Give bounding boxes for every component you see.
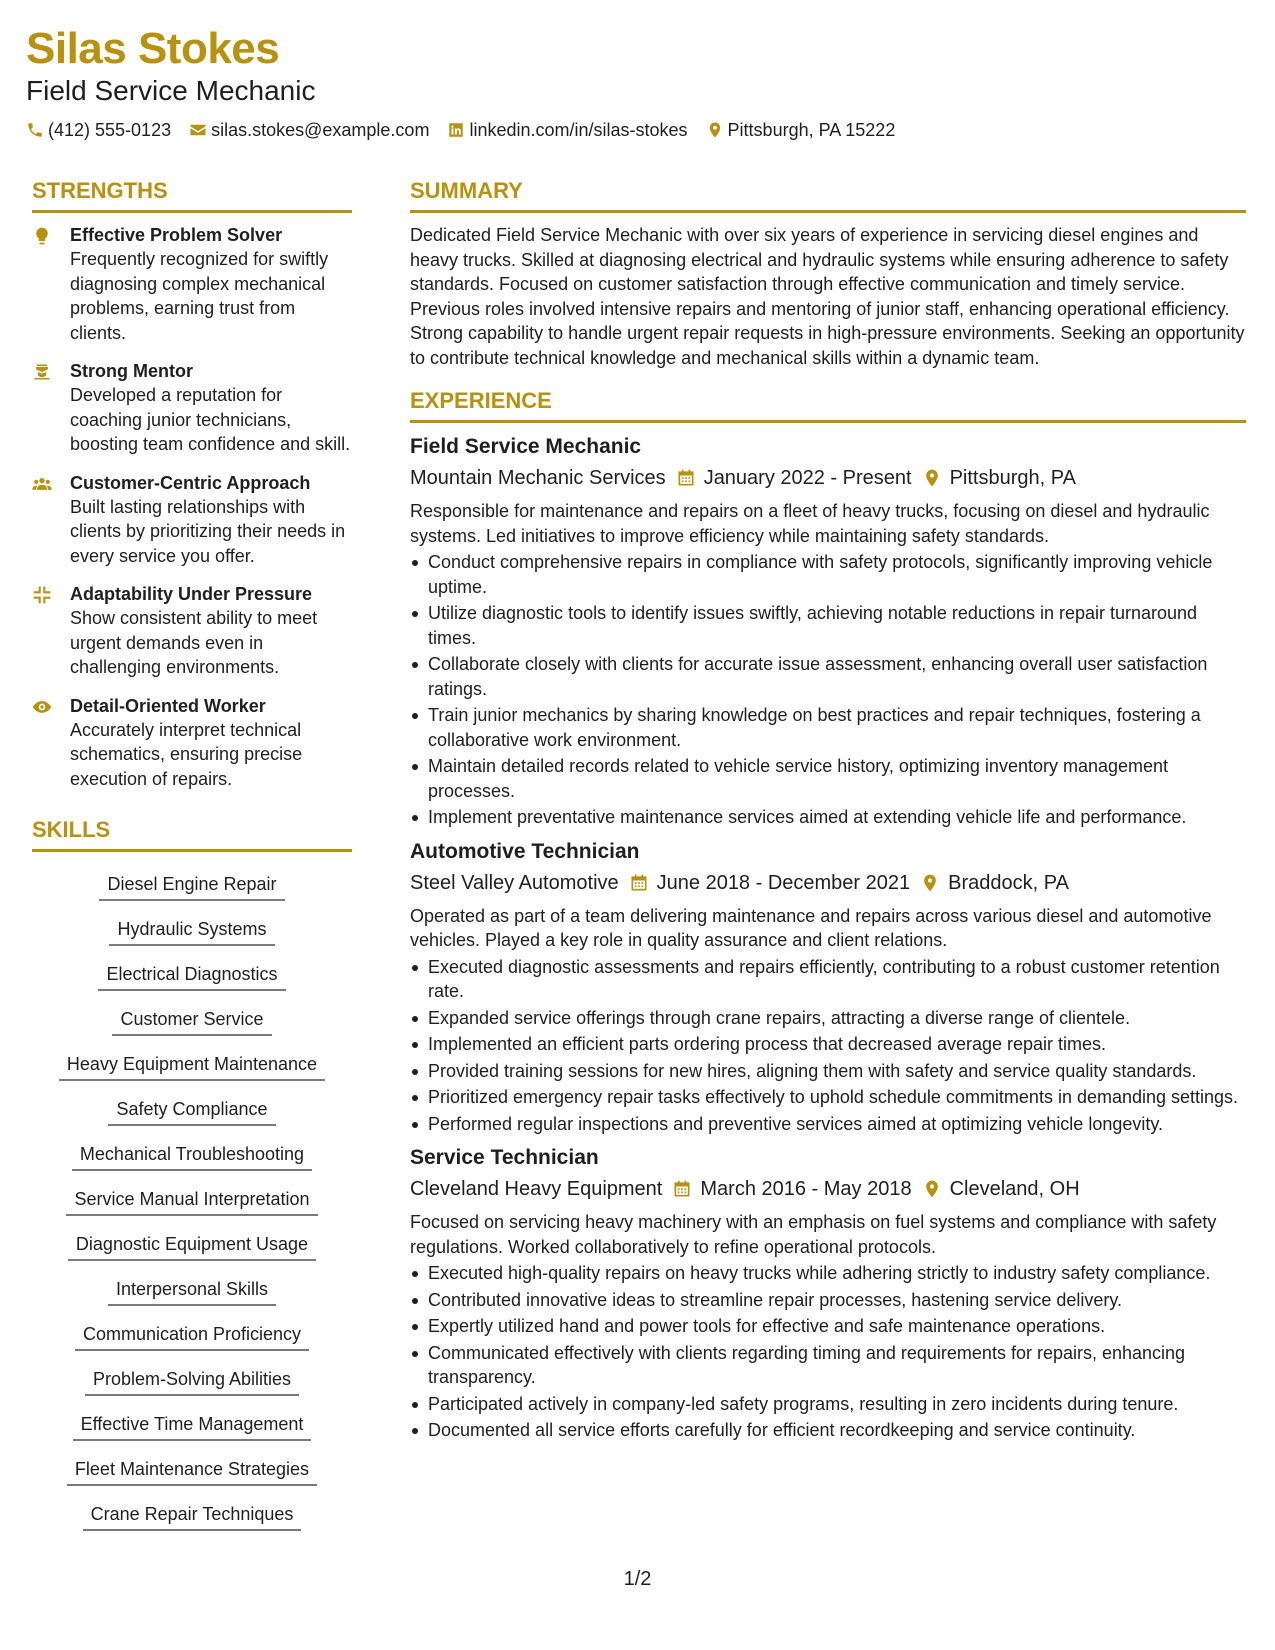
strength-item: [32, 359, 352, 457]
summary-heading: SUMMARY: [410, 176, 1246, 213]
strength-title: Customer-Centric Approach: [70, 472, 311, 493]
contact-email[interactable]: [189, 118, 429, 142]
job-bullet: Participated actively in company-led safety programs, resulting in zero incidents during tenure.: [410, 1392, 1246, 1417]
phone-icon: [26, 121, 44, 139]
job-bullet: Executed high-quality repairs on heavy trucks while adhering strictly to industry safety compliance.: [410, 1261, 1246, 1286]
compress-icon: [32, 585, 52, 605]
resume-header: [26, 24, 1249, 142]
email-text: silas.stokes@example.com: [211, 120, 430, 140]
contact-phone[interactable]: [26, 118, 171, 142]
job-bullet: Collaborate closely with clients for accurate issue assessment, enhancing overall user satisfaction ratings.: [410, 652, 1246, 701]
linkedin-text: linkedin.com/in/silas-stokes: [469, 120, 688, 140]
skill-tag: Heavy Equipment Maintenance: [59, 1051, 325, 1081]
strength-title: Adaptability Under Pressure: [70, 584, 313, 604]
candidate-title: Field Service Mechanic: [26, 75, 316, 106]
job-bullet: Implement preventative maintenance services aimed at extending vehicle life and performance.: [410, 805, 1246, 830]
job-bullet: Prioritized emergency repair tasks effectively to uphold schedule commitments in demanding settings.: [410, 1085, 1246, 1110]
eye-icon: [32, 697, 52, 717]
skill-tag: Crane Repair Techniques: [83, 1501, 302, 1531]
candidate-name: Silas Stokes: [26, 24, 280, 73]
map-pin-icon: [922, 1179, 942, 1199]
map-pin-icon: [706, 121, 724, 139]
strength-item: [32, 582, 352, 680]
job-bullet: Train junior mechanics by sharing knowledge on best practices and repair techniques, fostering a collaborative work environment.: [410, 703, 1246, 752]
job-bullet: Executed diagnostic assessments and repairs efficiently, contributing to a robust customer retention rate.: [410, 955, 1246, 1004]
job-entry: [410, 1144, 1246, 1443]
strength-title: Detail-Oriented Worker: [70, 695, 266, 716]
contact-location: [706, 118, 896, 142]
job-company: Mountain Mechanic Services: [410, 467, 666, 489]
job-bullet: Utilize diagnostic tools to identify issues swiftly, achieving notable reductions in repair turnaround times.: [410, 601, 1246, 650]
skill-tag: Safety Compliance: [108, 1096, 275, 1126]
job-description: Operated as part of a team delivering maintenance and repairs across various diesel and automotive vehicles. Played a key role in quality assurance and client relations.: [410, 905, 1212, 950]
job-bullet: Contributed innovative ideas to streamline repair processes, hastening service delivery.: [410, 1288, 1246, 1313]
strength-item: [32, 471, 352, 569]
job-location: [922, 463, 1076, 493]
skill-tag: Communication Proficiency: [75, 1321, 309, 1351]
job-bullet: Conduct comprehensive repairs in compliance with safety protocols, significantly improving vehicle uptime.: [410, 550, 1246, 599]
experience-heading: EXPERIENCE: [410, 386, 1246, 423]
page-number: 1/2: [623, 1568, 652, 1590]
job-bullet: Maintain detailed records related to vehicle service history, optimizing inventory management processes.: [410, 754, 1246, 803]
skill-tag: Effective Time Management: [73, 1411, 312, 1441]
skill-tag: Fleet Maintenance Strategies: [67, 1456, 317, 1486]
job-location-text: Cleveland, OH: [949, 1178, 1080, 1200]
strength-desc: Developed a reputation for coaching junior technicians, boosting team confidence and skill.: [70, 385, 351, 454]
strength-desc: Accurately interpret technical schematics, ensuring precise execution of repairs.: [70, 719, 303, 789]
job-dates: [629, 868, 911, 898]
left-column: [32, 176, 352, 1537]
strengths-heading: STRENGTHS: [32, 176, 352, 213]
job-location: [922, 1174, 1080, 1204]
job-bullet: Documented all service efforts carefully for efficient recordkeeping and service continuity.: [410, 1418, 1246, 1443]
job-bullets: [410, 1261, 1246, 1443]
job-company: Cleveland Heavy Equipment: [410, 1178, 663, 1200]
envelope-icon: [189, 121, 207, 139]
job-dates-text: March 2016 - May 2018: [700, 1178, 912, 1200]
linkedin-icon: [447, 121, 465, 139]
strength-desc: Built lasting relationships with clients by prioritizing their needs in every service you offer.: [70, 496, 346, 566]
skill-tag: Customer Service: [112, 1006, 271, 1036]
strength-item: [32, 223, 352, 345]
job-bullet: Communicated effectively with clients regarding timing and requirements for repairs, enhancing transparency.: [410, 1341, 1246, 1390]
skill-tag: Diesel Engine Repair: [99, 871, 284, 901]
job-entry: [410, 838, 1246, 1137]
job-location-text: Pittsburgh, PA: [949, 467, 1076, 489]
job-bullet: Expertly utilized hand and power tools for effective and safe maintenance operations.: [410, 1314, 1246, 1339]
calendar-icon: [629, 873, 649, 893]
users-icon: [32, 474, 52, 494]
experience-list: [410, 433, 1246, 1443]
job-location: [920, 868, 1069, 898]
map-pin-icon: [922, 468, 942, 488]
job-bullets: [410, 550, 1246, 830]
summary-text: Dedicated Field Service Mechanic with over six years of experience in servicing diesel engines and heavy trucks. Skilled at diagnosing electrical and hydraulic systems while ensuring adherence to safety standards. Focused on customer satisfaction through effective communication and timely service. Previous roles involved intensive repairs and mentoring of junior staff, enhancing operational efficiency. Strong capability to handle urgent repair requests in high-pressure environments. Seeking an opportunity to contribute technical knowledge and mechanical skills within a dynamic team.: [410, 225, 1245, 368]
skill-list: [32, 862, 352, 1537]
job-description: Responsible for maintenance and repairs on a fleet of heavy trucks, focusing on diesel and hydraulic systems. Led initiatives to improve efficiency while maintaining safety standards.: [410, 501, 1210, 546]
calendar-icon: [676, 468, 696, 488]
calendar-icon: [672, 1179, 692, 1199]
skill-tag: Diagnostic Equipment Usage: [68, 1231, 316, 1261]
job-bullet: Performed regular inspections and preventive services aimed at optimizing vehicle longevity.: [410, 1112, 1246, 1137]
skill-tag: Service Manual Interpretation: [66, 1186, 317, 1216]
job-dates-text: June 2018 - December 2021: [656, 871, 911, 894]
job-bullet: Expanded service offerings through crane repairs, attracting a diverse range of clientele.: [410, 1006, 1246, 1031]
phone-text: (412) 555-0123: [48, 120, 172, 140]
job-description: Focused on servicing heavy machinery with an emphasis on fuel systems and compliance with safety regulations. Worked collaboratively to refine operational protocols.: [410, 1212, 1217, 1257]
job-meta: [410, 1174, 1246, 1204]
map-pin-icon: [920, 873, 940, 893]
job-meta: [410, 463, 1246, 493]
location-text: Pittsburgh, PA 15222: [727, 120, 896, 140]
contact-linkedin[interactable]: [447, 118, 687, 142]
job-bullets: [410, 955, 1246, 1137]
graduation-cap-icon: [32, 362, 52, 382]
skill-tag: Electrical Diagnostics: [98, 961, 285, 991]
job-location-text: Braddock, PA: [948, 871, 1069, 894]
strength-desc: Frequently recognized for swiftly diagnosing complex mechanical problems, earning trust from clients.: [70, 249, 329, 343]
strength-item: [32, 694, 352, 792]
job-company: Steel Valley Automotive: [410, 871, 619, 894]
skills-heading: SKILLS: [32, 815, 352, 852]
skill-tag: Hydraulic Systems: [109, 916, 274, 946]
skill-tag: Mechanical Troubleshooting: [72, 1141, 312, 1171]
job-title: Automotive Technician: [410, 839, 640, 863]
job-bullet: Implemented an efficient parts ordering process that decreased average repair times.: [410, 1032, 1246, 1057]
job-dates-text: January 2022 - Present: [703, 467, 912, 489]
job-entry: [410, 433, 1246, 830]
right-column: [410, 176, 1246, 1445]
job-dates: [672, 1174, 911, 1204]
strength-title: Strong Mentor: [70, 361, 193, 381]
job-meta: [410, 868, 1246, 898]
lightbulb-icon: [32, 226, 52, 246]
skill-tag: Problem-Solving Abilities: [85, 1366, 299, 1396]
job-bullet: Provided training sessions for new hires, aligning them with safety and service quality standards.: [410, 1059, 1246, 1084]
strength-title: Effective Problem Solver: [70, 225, 283, 245]
contact-bar: [26, 118, 1249, 142]
job-dates: [676, 463, 912, 493]
job-title: Field Service Mechanic: [410, 435, 642, 458]
job-title: Service Technician: [410, 1146, 599, 1169]
skill-tag: Interpersonal Skills: [108, 1276, 276, 1306]
strength-desc: Show consistent ability to meet urgent demands even in challenging environments.: [70, 608, 318, 677]
